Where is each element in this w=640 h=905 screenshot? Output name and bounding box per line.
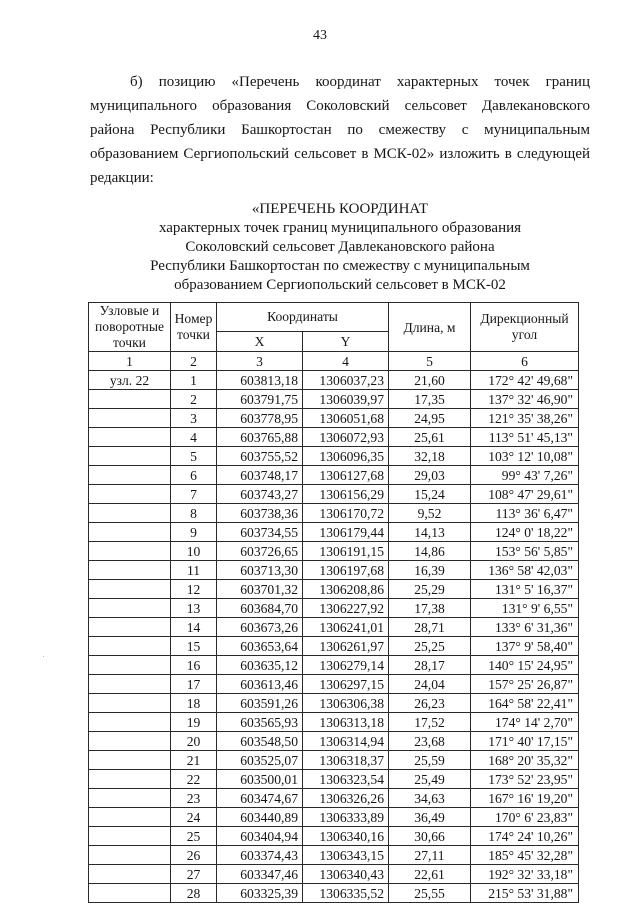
- y-coordinate-cell: 1306127,68: [303, 466, 389, 485]
- table-row: [89, 675, 579, 694]
- x-coordinate-cell: 603713,30: [217, 561, 303, 580]
- length-cell: 9,52: [389, 504, 471, 523]
- y-coordinate-cell: 1306340,16: [303, 827, 389, 846]
- y-coordinate-cell: 1306314,94: [303, 732, 389, 751]
- column-number: 3: [217, 352, 303, 371]
- table-row: [89, 713, 579, 732]
- node-cell: [89, 580, 171, 599]
- length-cell: 17,35: [389, 390, 471, 409]
- y-coordinate-cell: 1306313,18: [303, 713, 389, 732]
- header-length: Длина, м: [389, 303, 471, 352]
- x-coordinate-cell: 603548,50: [217, 732, 303, 751]
- node-cell: [89, 656, 171, 675]
- y-coordinate-cell: 1306156,29: [303, 485, 389, 504]
- length-cell: 24,95: [389, 409, 471, 428]
- table-row: [89, 561, 579, 580]
- length-cell: 25,25: [389, 637, 471, 656]
- point-number-cell: 6: [171, 466, 217, 485]
- y-coordinate-cell: 1306333,89: [303, 808, 389, 827]
- point-number-cell: 2: [171, 390, 217, 409]
- point-number-cell: 12: [171, 580, 217, 599]
- y-coordinate-cell: 1306039,97: [303, 390, 389, 409]
- page-number: 43: [313, 28, 327, 43]
- x-coordinate-cell: 603613,46: [217, 675, 303, 694]
- direction-angle-cell: 108° 47' 29,61": [471, 485, 579, 504]
- table-row: [89, 428, 579, 447]
- table-row: [89, 827, 579, 846]
- x-coordinate-cell: 603500,01: [217, 770, 303, 789]
- header-nodes: Узловые и поворотные точки: [89, 303, 171, 352]
- x-coordinate-cell: 603778,95: [217, 409, 303, 428]
- length-cell: 14,86: [389, 542, 471, 561]
- y-coordinate-cell: 1306261,97: [303, 637, 389, 656]
- node-cell: [89, 884, 171, 903]
- node-cell: [89, 599, 171, 618]
- direction-angle-cell: 113° 36' 6,47": [471, 504, 579, 523]
- heading-title: «ПЕРЕЧЕНЬ КООРДИНАТ: [251, 201, 429, 217]
- x-coordinate-cell: 603748,17: [217, 466, 303, 485]
- point-number-cell: 5: [171, 447, 217, 466]
- table-heading: [90, 200, 590, 295]
- header-direction-angle: Дирекционный угол: [471, 303, 579, 352]
- table-body: [89, 371, 579, 903]
- table-row: [89, 808, 579, 827]
- length-cell: 16,39: [389, 561, 471, 580]
- x-coordinate-cell: 603673,26: [217, 618, 303, 637]
- table-row: [89, 485, 579, 504]
- x-coordinate-cell: 603565,93: [217, 713, 303, 732]
- column-number: 5: [389, 352, 471, 371]
- direction-angle-cell: 136° 58' 42,03": [471, 561, 579, 580]
- y-coordinate-cell: 1306037,23: [303, 371, 389, 390]
- column-number: 1: [89, 352, 171, 371]
- node-cell: [89, 466, 171, 485]
- node-cell: [89, 694, 171, 713]
- point-number-cell: 8: [171, 504, 217, 523]
- table-row: [89, 371, 579, 390]
- direction-angle-cell: 121° 35' 38,26": [471, 409, 579, 428]
- direction-angle-cell: 137° 9' 58,40": [471, 637, 579, 656]
- direction-angle-cell: 167° 16' 19,20": [471, 789, 579, 808]
- table-row: [89, 751, 579, 770]
- y-coordinate-cell: 1306306,38: [303, 694, 389, 713]
- point-number-cell: 7: [171, 485, 217, 504]
- x-coordinate-cell: 603743,27: [217, 485, 303, 504]
- node-cell: [89, 428, 171, 447]
- y-coordinate-cell: 1306340,43: [303, 865, 389, 884]
- x-coordinate-cell: 603765,88: [217, 428, 303, 447]
- direction-angle-cell: 103° 12' 10,08": [471, 447, 579, 466]
- direction-angle-cell: 133° 6' 31,36": [471, 618, 579, 637]
- length-cell: 17,52: [389, 713, 471, 732]
- node-cell: [89, 827, 171, 846]
- direction-angle-cell: 215° 53' 31,88": [471, 884, 579, 903]
- y-coordinate-cell: 1306297,15: [303, 675, 389, 694]
- node-cell: [89, 542, 171, 561]
- x-coordinate-cell: 603404,94: [217, 827, 303, 846]
- table-row: [89, 523, 579, 542]
- node-cell: [89, 618, 171, 637]
- header-coordinates: Координаты: [217, 303, 389, 332]
- heading-line: Республики Башкортостан по смежеству с муниципальным: [150, 258, 530, 274]
- table-row: [89, 390, 579, 409]
- point-number-cell: 28: [171, 884, 217, 903]
- x-coordinate-cell: 603653,64: [217, 637, 303, 656]
- table-row: [89, 618, 579, 637]
- node-cell: [89, 409, 171, 428]
- length-cell: 25,49: [389, 770, 471, 789]
- direction-angle-cell: 172° 42' 49,68": [471, 371, 579, 390]
- point-number-cell: 17: [171, 675, 217, 694]
- length-cell: 26,23: [389, 694, 471, 713]
- point-number-cell: 19: [171, 713, 217, 732]
- table-row: [89, 846, 579, 865]
- paragraph-line: муниципального образования Соколовский сельсовет Давлекановского: [90, 98, 590, 114]
- column-number: 6: [471, 352, 579, 371]
- node-cell: [89, 751, 171, 770]
- x-coordinate-cell: 603591,26: [217, 694, 303, 713]
- node-cell: [89, 808, 171, 827]
- length-cell: 34,63: [389, 789, 471, 808]
- x-coordinate-cell: 603525,07: [217, 751, 303, 770]
- point-number-cell: 20: [171, 732, 217, 751]
- x-coordinate-cell: 603684,70: [217, 599, 303, 618]
- length-cell: 14,13: [389, 523, 471, 542]
- direction-angle-cell: 113° 51' 45,13": [471, 428, 579, 447]
- y-coordinate-cell: 1306072,93: [303, 428, 389, 447]
- x-coordinate-cell: 603474,67: [217, 789, 303, 808]
- paragraph-line: района Республики Башкортостан по смежеству с муниципальным: [90, 122, 590, 138]
- table-row: [89, 637, 579, 656]
- node-cell: [89, 789, 171, 808]
- node-cell: [89, 561, 171, 580]
- length-cell: 23,68: [389, 732, 471, 751]
- node-cell: [89, 846, 171, 865]
- direction-angle-cell: 137° 32' 46,90": [471, 390, 579, 409]
- table-row: [89, 409, 579, 428]
- table-row: [89, 732, 579, 751]
- x-coordinate-cell: 603734,55: [217, 523, 303, 542]
- body-paragraph: [90, 70, 590, 190]
- point-number-cell: 27: [171, 865, 217, 884]
- table-row: [89, 656, 579, 675]
- table-row: [89, 580, 579, 599]
- point-number-cell: 3: [171, 409, 217, 428]
- point-number-cell: 21: [171, 751, 217, 770]
- direction-angle-cell: 157° 25' 26,87": [471, 675, 579, 694]
- x-coordinate-cell: 603325,39: [217, 884, 303, 903]
- y-coordinate-cell: 1306323,54: [303, 770, 389, 789]
- node-cell: [89, 637, 171, 656]
- point-number-cell: 25: [171, 827, 217, 846]
- table-row: [89, 504, 579, 523]
- x-coordinate-cell: 603738,36: [217, 504, 303, 523]
- direction-angle-cell: 124° 0' 18,22": [471, 523, 579, 542]
- node-cell: [89, 447, 171, 466]
- column-number: 4: [303, 352, 389, 371]
- y-coordinate-cell: 1306197,68: [303, 561, 389, 580]
- x-coordinate-cell: 603374,43: [217, 846, 303, 865]
- node-cell: [89, 504, 171, 523]
- y-coordinate-cell: 1306051,68: [303, 409, 389, 428]
- scan-speck: [43, 656, 44, 657]
- x-coordinate-cell: 603726,65: [217, 542, 303, 561]
- direction-angle-cell: 131° 9' 6,55": [471, 599, 579, 618]
- table-row: [89, 694, 579, 713]
- y-coordinate-cell: 1306208,86: [303, 580, 389, 599]
- direction-angle-cell: 164° 58' 22,41": [471, 694, 579, 713]
- node-cell: [89, 485, 171, 504]
- y-coordinate-cell: 1306191,15: [303, 542, 389, 561]
- length-cell: 25,29: [389, 580, 471, 599]
- length-cell: 25,55: [389, 884, 471, 903]
- y-coordinate-cell: 1306179,44: [303, 523, 389, 542]
- table-row: [89, 865, 579, 884]
- column-number: 2: [171, 352, 217, 371]
- point-number-cell: 1: [171, 371, 217, 390]
- length-cell: 21,60: [389, 371, 471, 390]
- node-cell: [89, 713, 171, 732]
- direction-angle-cell: 170° 6' 23,83": [471, 808, 579, 827]
- paragraph-line: б) позицию «Перечень координат характерных точек границ: [130, 74, 590, 90]
- x-coordinate-cell: 603347,46: [217, 865, 303, 884]
- length-cell: 15,24: [389, 485, 471, 504]
- length-cell: 32,18: [389, 447, 471, 466]
- point-number-cell: 23: [171, 789, 217, 808]
- length-cell: 28,71: [389, 618, 471, 637]
- heading-line: Соколовский сельсовет Давлекановского района: [185, 239, 495, 255]
- direction-angle-cell: 153° 56' 5,85": [471, 542, 579, 561]
- direction-angle-cell: 185° 45' 32,28": [471, 846, 579, 865]
- x-coordinate-cell: 603701,32: [217, 580, 303, 599]
- direction-angle-cell: 171° 40' 17,15": [471, 732, 579, 751]
- direction-angle-cell: 168° 20' 35,32": [471, 751, 579, 770]
- node-cell: [89, 523, 171, 542]
- length-cell: 36,49: [389, 808, 471, 827]
- node-cell: узл. 22: [89, 371, 171, 390]
- y-coordinate-cell: 1306241,01: [303, 618, 389, 637]
- y-coordinate-cell: 1306170,72: [303, 504, 389, 523]
- direction-angle-cell: 174° 14' 2,70": [471, 713, 579, 732]
- y-coordinate-cell: 1306227,92: [303, 599, 389, 618]
- point-number-cell: 18: [171, 694, 217, 713]
- y-coordinate-cell: 1306318,37: [303, 751, 389, 770]
- direction-angle-cell: 173° 52' 23,95": [471, 770, 579, 789]
- paragraph-line: образованием Сергиопольский сельсовет в МСК-02» изложить в следующей: [90, 146, 590, 162]
- paragraph-line: редакции:: [90, 170, 154, 186]
- length-cell: 25,59: [389, 751, 471, 770]
- y-coordinate-cell: 1306343,15: [303, 846, 389, 865]
- point-number-cell: 10: [171, 542, 217, 561]
- length-cell: 25,61: [389, 428, 471, 447]
- node-cell: [89, 770, 171, 789]
- header-x: X: [217, 331, 303, 351]
- length-cell: 29,03: [389, 466, 471, 485]
- point-number-cell: 4: [171, 428, 217, 447]
- coordinates-table: [88, 302, 579, 903]
- table-row: [89, 884, 579, 903]
- length-cell: 27,11: [389, 846, 471, 865]
- point-number-cell: 15: [171, 637, 217, 656]
- y-coordinate-cell: 1306279,14: [303, 656, 389, 675]
- point-number-cell: 22: [171, 770, 217, 789]
- point-number-cell: 9: [171, 523, 217, 542]
- y-coordinate-cell: 1306096,35: [303, 447, 389, 466]
- table-row: [89, 770, 579, 789]
- node-cell: [89, 390, 171, 409]
- x-coordinate-cell: 603791,75: [217, 390, 303, 409]
- y-coordinate-cell: 1306335,52: [303, 884, 389, 903]
- header-y: Y: [303, 331, 389, 351]
- x-coordinate-cell: 603755,52: [217, 447, 303, 466]
- header-point-number: Номер точки: [171, 303, 217, 352]
- node-cell: [89, 865, 171, 884]
- table-row: [89, 542, 579, 561]
- point-number-cell: 26: [171, 846, 217, 865]
- heading-line: характерных точек границ муниципального образования: [158, 220, 522, 236]
- point-number-cell: 14: [171, 618, 217, 637]
- y-coordinate-cell: 1306326,26: [303, 789, 389, 808]
- length-cell: 24,04: [389, 675, 471, 694]
- point-number-cell: 13: [171, 599, 217, 618]
- table-row: [89, 789, 579, 808]
- x-coordinate-cell: 603440,89: [217, 808, 303, 827]
- point-number-cell: 24: [171, 808, 217, 827]
- node-cell: [89, 732, 171, 751]
- point-number-cell: 11: [171, 561, 217, 580]
- x-coordinate-cell: 603635,12: [217, 656, 303, 675]
- direction-angle-cell: 192° 32' 33,18": [471, 865, 579, 884]
- direction-angle-cell: 99° 43' 7,26": [471, 466, 579, 485]
- length-cell: 28,17: [389, 656, 471, 675]
- length-cell: 22,61: [389, 865, 471, 884]
- length-cell: 17,38: [389, 599, 471, 618]
- table-row: [89, 466, 579, 485]
- heading-line: образованием Сергиопольский сельсовет в МСК-02: [174, 277, 506, 293]
- point-number-cell: 16: [171, 656, 217, 675]
- direction-angle-cell: 174° 24' 10,26": [471, 827, 579, 846]
- x-coordinate-cell: 603813,18: [217, 371, 303, 390]
- direction-angle-cell: 131° 5' 16,37": [471, 580, 579, 599]
- length-cell: 30,66: [389, 827, 471, 846]
- direction-angle-cell: 140° 15' 24,95": [471, 656, 579, 675]
- node-cell: [89, 675, 171, 694]
- table-row: [89, 599, 579, 618]
- table-row: [89, 447, 579, 466]
